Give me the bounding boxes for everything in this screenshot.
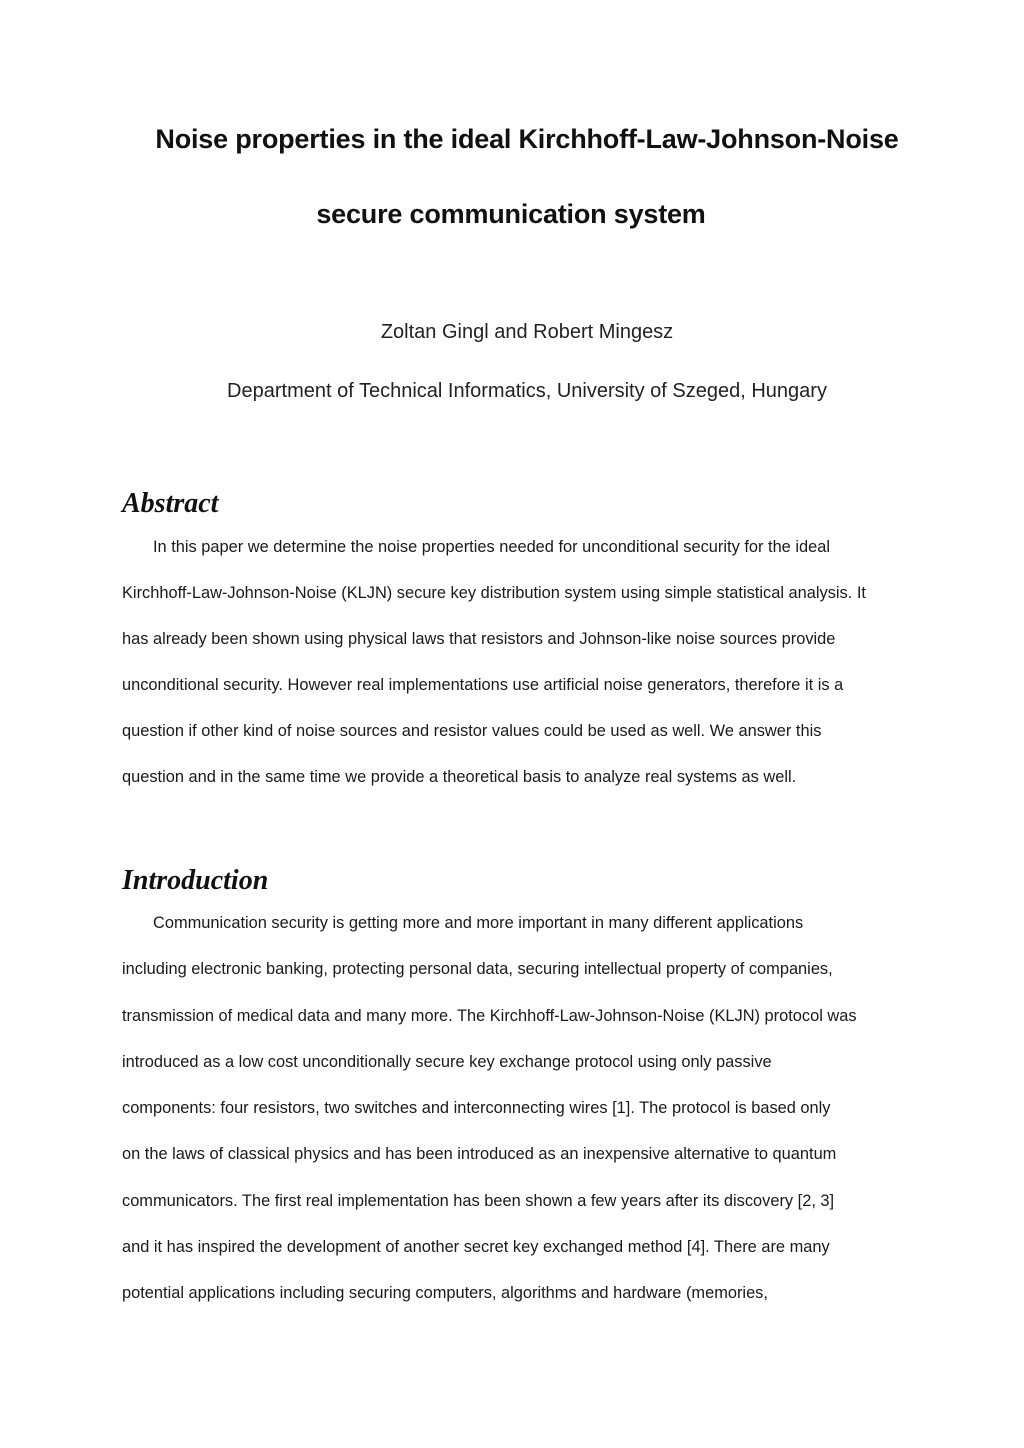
affiliation: Department of Technical Informatics, University of Szeged, Hungary — [227, 380, 827, 402]
abstract-heading: Abstract — [122, 488, 219, 519]
abstract-line: unconditional security. However real implementations use artificial noise generators, therefore it is a — [122, 676, 844, 694]
introduction-line: components: four resistors, two switches and interconnecting wires [1]. The protocol is based only — [122, 1099, 831, 1117]
abstract-line: question and in the same time we provide a theoretical basis to analyze real systems as well. — [122, 768, 797, 786]
abstract-line: Kirchhoff-Law-Johnson-Noise (KLJN) secure key distribution system using simple statistical analysis. It — [122, 584, 866, 602]
paper-title-line-1: Noise properties in the ideal Kirchhoff-Law-Johnson-Noise — [155, 124, 899, 154]
paper-title-line-2: secure communication system — [316, 199, 706, 229]
abstract-line: In this paper we determine the noise properties needed for unconditional security for the ideal — [153, 538, 830, 556]
introduction-line: and it has inspired the development of another secret key exchanged method [4]. There are many — [122, 1238, 830, 1256]
introduction-line: potential applications including securing computers, algorithms and hardware (memories, — [122, 1284, 768, 1302]
introduction-line: on the laws of classical physics and has been introduced as an inexpensive alternative to quantum — [122, 1145, 837, 1163]
introduction-line: Communication security is getting more and more important in many different applications — [153, 914, 804, 932]
authors: Zoltan Gingl and Robert Mingesz — [380, 321, 674, 343]
introduction-heading: Introduction — [122, 865, 269, 896]
introduction-line: introduced as a low cost unconditionally secure key exchange protocol using only passive — [122, 1053, 772, 1071]
introduction-line: transmission of medical data and many more. The Kirchhoff-Law-Johnson-Noise (KLJN) protocol was — [122, 1007, 857, 1025]
introduction-line: communicators. The first real implementation has been shown a few years after its discovery [2, 3] — [122, 1192, 835, 1210]
abstract-line: has already been shown using physical laws that resistors and Johnson-like noise sources provide — [122, 630, 836, 648]
abstract-line: question if other kind of noise sources and resistor values could be used as well. We answer this — [122, 722, 822, 740]
introduction-line: including electronic banking, protecting personal data, securing intellectual property of companies, — [122, 960, 833, 978]
